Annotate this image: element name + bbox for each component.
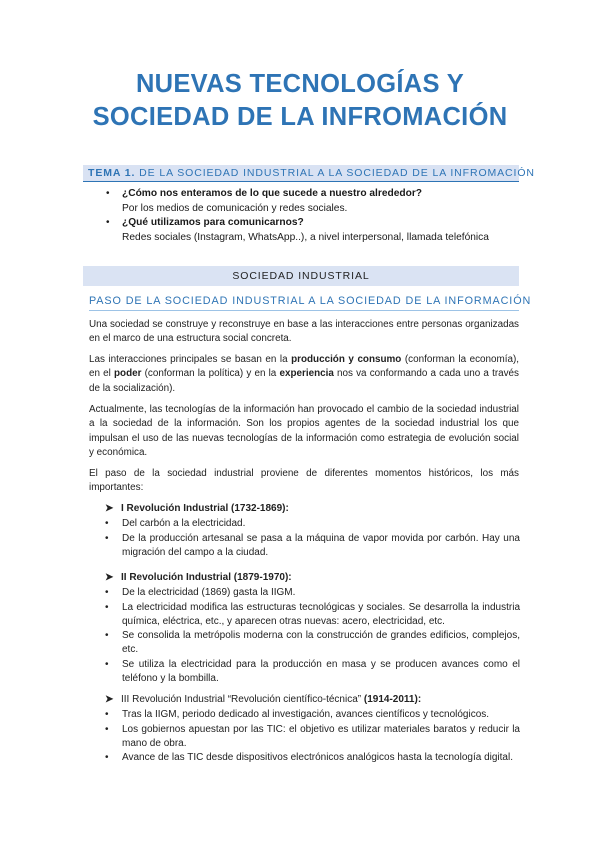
revolution-list (105, 517, 520, 560)
section-title: SOCIEDAD INDUSTRIAL (83, 266, 519, 286)
revolution-3 (105, 693, 520, 765)
list-item: • Se consolida la metrópolis moderna con la construcción de grandes edificios, complejos, etc. (105, 629, 520, 658)
question-text: • ¿Qué utilizamos para comunicarnos? (122, 217, 304, 228)
bold-run: experiencia (279, 368, 334, 380)
paragraph-3: Actualmente, las tecnologías de la información han provocado el cambio de la sociedad industrial a la sociedad de la información. Son los propios agentes de la sociedad industrial los que impulsan el uso de las nuevas tecnologías de la información como estrategia de evolución social y económica. (89, 404, 519, 458)
list-item: • Avance de las TIC desde dispositivos electrónicos analógicos hasta la tecnología digital. (105, 751, 520, 765)
list-item: • Se utiliza la electricidad para la producción en masa y se producen avances como el teléfono y la bombilla. (105, 658, 520, 687)
revolution-heading (105, 571, 520, 585)
tema-text: DE LA SOCIEDAD INDUSTRIAL A LA SOCIEDAD DE LA INFROMACIÓN (135, 167, 535, 179)
revolution-list (105, 708, 520, 765)
arrow-bullet-icon: ➤ (105, 503, 114, 514)
list-item: • Los gobiernos apuestan por las TIC: el objetivo es utilizar materiales baratos y reducir la mano de obra. (105, 723, 520, 752)
tema-heading (83, 165, 535, 182)
list-item (90, 216, 530, 245)
question-list (90, 187, 530, 245)
text-run: Las interacciones principales se basan en la (89, 354, 292, 365)
paragraph-2 (89, 353, 519, 396)
text-run: (conforman la política) y en la (141, 368, 280, 380)
bold-run: poder (114, 368, 142, 380)
bold-run: producción y consumo (291, 354, 402, 365)
revolution-list (105, 586, 520, 686)
subheading: PASO DE LA SOCIEDAD INDUSTRIAL A LA SOCIEDAD DE LA INFORMACIÓN (89, 295, 519, 311)
list-item: • De la electricidad (1869) gasta la IIGM. (105, 586, 520, 600)
list-item (90, 187, 530, 216)
answer-text: Por los medios de comunicación y redes sociales. (122, 202, 348, 214)
revolution-1 (105, 502, 520, 560)
revolution-heading (105, 693, 520, 707)
question-text: • ¿Cómo nos enteramos de lo que sucede a nuestro alrededor? (122, 188, 423, 199)
text-run: (conforman la economía), en el (89, 354, 519, 380)
revolution-title: I Revolución Industrial (1732-1869): (121, 503, 289, 514)
list-item: • Tras la IIGM, periodo dedicado al investigación, avances científicos y tecnológicos. (105, 708, 520, 722)
text-run: nos va conformando a cada uno a través de la socialización). (89, 368, 519, 394)
tema-label: TEMA 1. (88, 167, 136, 179)
arrow-bullet-icon: ➤ (105, 572, 114, 583)
revolution-title: II Revolución Industrial (1879-1970): (121, 572, 292, 583)
revolution-dates: (1914-2011): (361, 694, 422, 705)
list-item: • La electricidad modifica las estructuras tecnológicas y sociales. Se desarrolla la industria química, eléctrica, etc., y aparecen otras nuevas: acero, electricidad, etc. (105, 601, 520, 630)
revolution-heading (105, 502, 520, 516)
revolution-2 (105, 571, 520, 686)
revolution-title: III Revolución Industrial “Revolución científico-técnica” (121, 694, 362, 705)
list-item: • Del carbón a la electricidad. (105, 517, 520, 531)
arrow-bullet-icon: ➤ (105, 694, 114, 705)
title-line-2: SOCIEDAD DE LA INFROMACIÓN (92, 103, 508, 131)
title-line-1: NUEVAS TECNOLOGÍAS Y (135, 70, 465, 98)
list-item: • De la producción artesanal se pasa a la máquina de vapor movida por carbón. Hay una migración del campo a la ciudad. (105, 532, 520, 561)
document-title (60, 68, 540, 134)
paragraph-1: Una sociedad se construye y reconstruye en base a las interacciones entre personas organizadas en el marco de una estructura social concreta. (89, 319, 519, 345)
answer-text: Redes sociales (Instagram, WhatsApp..), a nivel interpersonal, llamada telefónica (122, 231, 489, 243)
paragraph-4: El paso de la sociedad industrial proviene de diferentes momentos históricos, los más importantes: (89, 468, 519, 494)
